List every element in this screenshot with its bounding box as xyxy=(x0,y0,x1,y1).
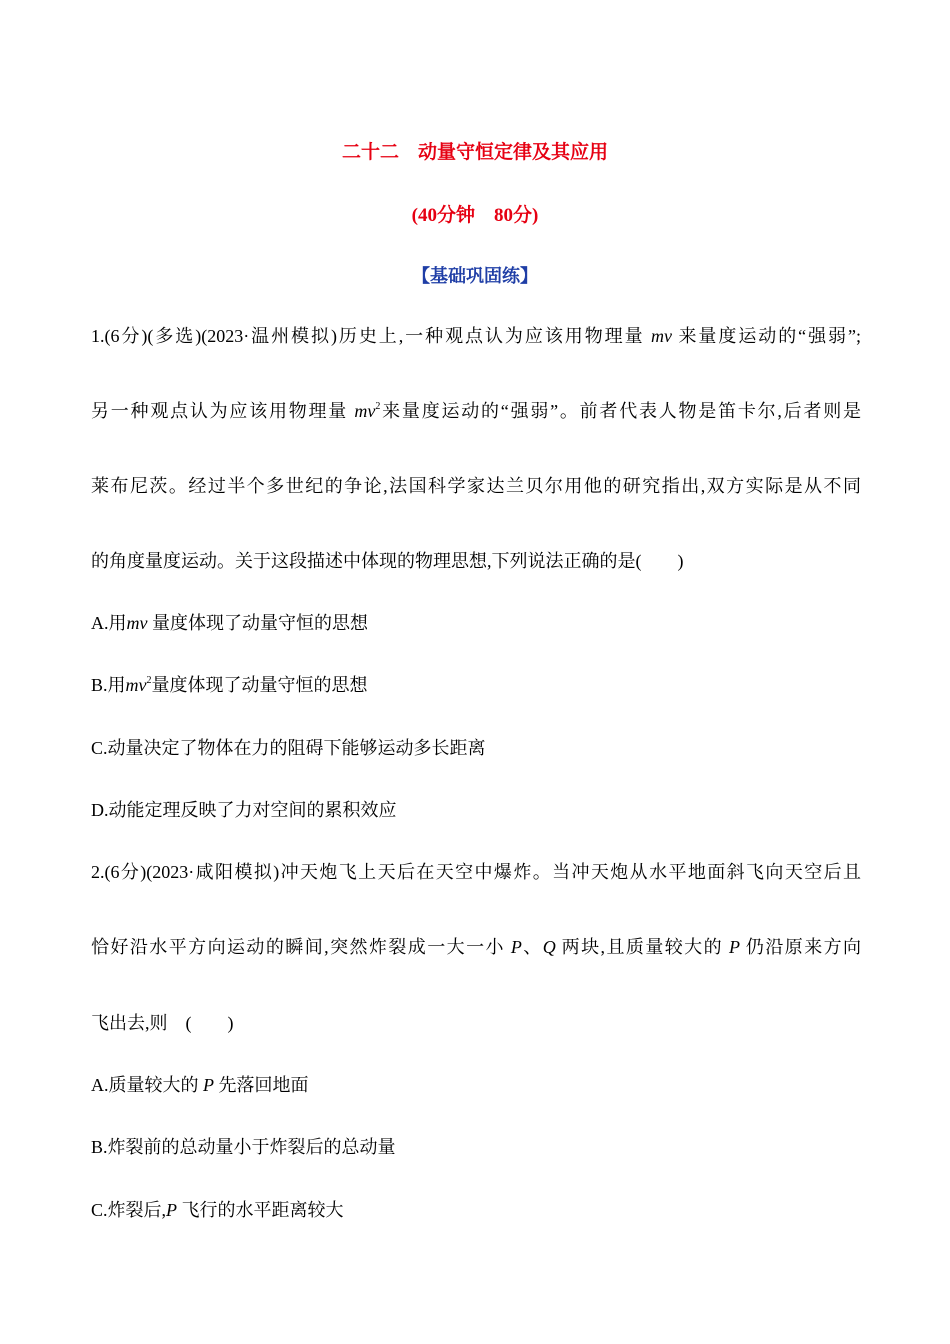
q2-line-3: 飞出去,则 ( ) xyxy=(91,1013,234,1033)
q1-option-b: B.用$mv^2$量度体现了动量守恒的思想 xyxy=(91,675,368,695)
q2-option-a: A.质量较大的 P 先落回地面 xyxy=(91,1075,309,1095)
q1-option-c: C.动量决定了物体在力的阻碍下能够运动多长距离 xyxy=(91,738,486,758)
q1-line-3: 莱布尼茨。经过半个多世纪的争论,法国科学家达兰贝尔用他的研究指出,双方实际是从不同 xyxy=(91,476,861,496)
q2-option-b: B.炸裂前的总动量小于炸裂后的总动量 xyxy=(91,1137,396,1157)
time-and-score: (40分钟 80分) xyxy=(411,205,539,226)
q1-line-2: 另一种观点认为应该用物理量 $mv^2$来量度运动的“强弱”。前者代表人物是笛卡尔,后者则是 xyxy=(91,401,862,421)
q2-line-2: 恰好沿水平方向运动的瞬间,突然炸裂成一大一小 P、Q 两块,且质量较大的 P 仍沿原来方向 xyxy=(91,937,862,957)
q2-line-1: 2.(6分)(2023·咸阳模拟)冲天炮飞上天后在天空中爆炸。当冲天炮从水平地面斜飞向天空后且 xyxy=(91,862,861,882)
section-heading: 【基础巩固练】 xyxy=(412,266,538,286)
q1-option-d: D.动能定理反映了力对空间的累积效应 xyxy=(91,800,397,820)
q1-line-1: 1.(6分)(多选)(2023·温州模拟)历史上,一种观点认为应该用物理量 mv 来量度运动的“强弱”; xyxy=(91,326,862,346)
q1-line-4: 的角度量度运动。关于这段描述中体现的物理思想,下列说法正确的是( ) xyxy=(91,551,684,571)
q2-option-c: C.炸裂后,P 飞行的水平距离较大 xyxy=(91,1200,344,1220)
q1-option-a: A.用mv 量度体现了动量守恒的思想 xyxy=(91,613,368,633)
page-title: 二十二 动量守恒定律及其应用 xyxy=(341,142,608,163)
